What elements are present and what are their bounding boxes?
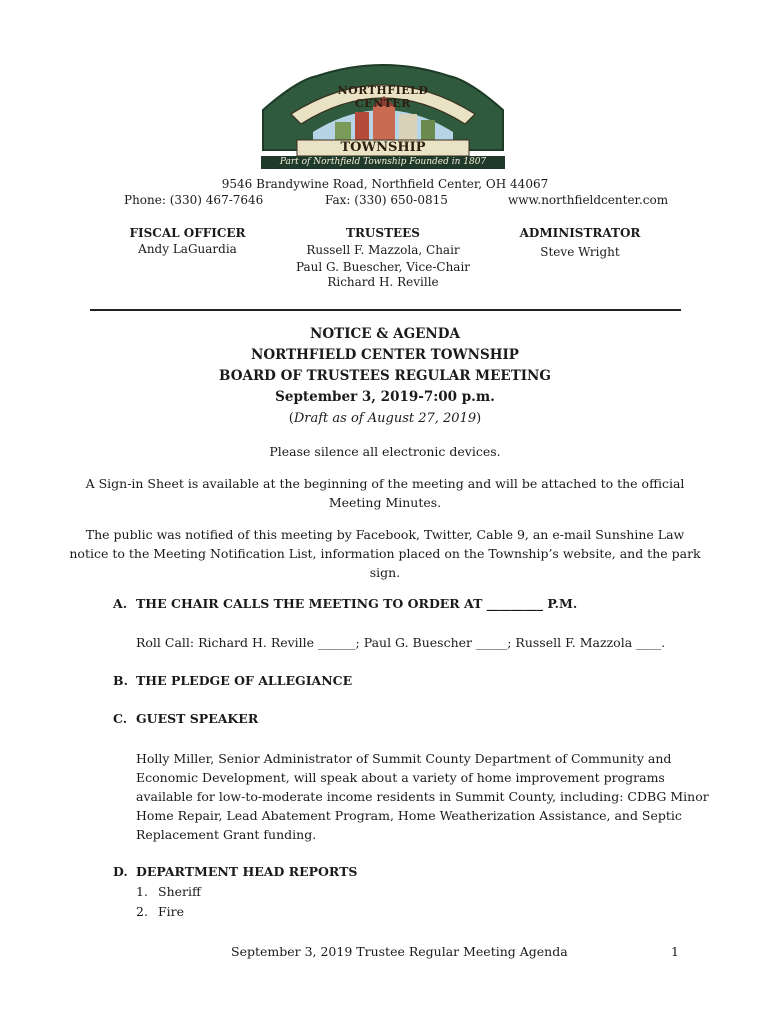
roll-call: Roll Call: Richard H. Reville ______; Paul G. Buescher _____; Russell F. Mazzola ____. (136, 635, 666, 650)
fiscal-officer-heading: FISCAL OFFICER (129, 226, 246, 240)
township-title: NORTHFIELD CENTER TOWNSHIP (251, 347, 519, 363)
draft-note-text: Draft as of August 27, 2019 (293, 411, 477, 426)
public-notice-line: The public was notified of this meeting by Facebook, Twitter, Cable 9, an e-mail Sunshine Law (85, 527, 685, 542)
guest-speaker-line: Economic Development, will speak about a variety of home improvement programs (136, 770, 665, 785)
signin-notice-line: Meeting Minutes. (328, 495, 442, 510)
section-d-title: DEPARTMENT HEAD REPORTS (136, 864, 358, 879)
fax: Fax: (330) 650-0815 (325, 193, 448, 207)
guest-speaker-line: available for low-to-moderate income residents in Summit County, including: CDBG Minor (136, 789, 709, 804)
meeting-title: BOARD OF TRUSTEES REGULAR MEETING (219, 368, 551, 384)
trustee-name: Richard H. Reville (327, 275, 439, 289)
logo-township-text: TOWNSHIP (340, 140, 426, 155)
list-item-number: 2. (136, 904, 148, 919)
header-divider (90, 309, 681, 311)
list-item: Fire (158, 904, 185, 919)
trustee-name: Russell F. Mazzola, Chair (306, 243, 460, 257)
section-letter: B. (113, 673, 128, 688)
section-letter: A. (113, 596, 128, 611)
township-logo (257, 62, 509, 170)
section-letter: D. (113, 864, 128, 879)
notice-title: NOTICE & AGENDA (310, 326, 460, 342)
website-link[interactable]: www.northfieldcenter.com (508, 193, 669, 207)
section-a-title: THE CHAIR CALLS THE MEETING TO ORDER AT _________ P.M. (136, 596, 578, 611)
section-c-title: GUEST SPEAKER (136, 711, 259, 726)
public-notice-line: sign. (369, 565, 401, 580)
phone: Phone: (330) 467-7646 (124, 193, 264, 207)
guest-speaker-line: Replacement Grant funding. (136, 827, 317, 842)
footer-text: September 3, 2019 Trustee Regular Meeting Agenda (231, 944, 568, 959)
trustee-name: Paul G. Buescher, Vice-Chair (295, 260, 471, 274)
draft-note (0, 408, 770, 429)
trustees-heading: TRUSTEES (346, 226, 420, 240)
fiscal-officer-name: Andy LaGuardia (138, 242, 237, 256)
administrator-name: Steve Wright (540, 245, 620, 259)
draft-note-open: ( (288, 411, 294, 426)
meeting-date: September 3, 2019-7:00 p.m. (275, 389, 495, 405)
logo-tagline: Part of Northfield Township Founded in 1807 (279, 157, 487, 167)
logo-arch-text: NORTHFIELD CENTER (337, 84, 429, 110)
list-item: Sheriff (158, 884, 201, 899)
draft-note-close: ) (476, 411, 482, 426)
section-b-title: THE PLEDGE OF ALLEGIANCE (136, 673, 353, 688)
guest-speaker-line: Home Repair, Lead Abatement Program, Home Weatherization Assistance, and Septic (136, 808, 682, 823)
administrator-heading: ADMINISTRATOR (519, 226, 641, 240)
guest-speaker-line: Holly Miller, Senior Administrator of Summit County Department of Community and (136, 751, 672, 766)
signin-notice-line: A Sign-in Sheet is available at the beginning of the meeting and will be attached to the official (85, 476, 685, 491)
public-notice-line: notice to the Meeting Notification List, information placed on the Township’s website, and the park (69, 546, 701, 561)
section-letter: C. (113, 711, 128, 726)
page-number: 1 (671, 944, 679, 959)
address: 9546 Brandywine Road, Northfield Center, OH 44067 (221, 177, 549, 191)
list-item-number: 1. (136, 884, 148, 899)
silence-notice: Please silence all electronic devices. (269, 444, 501, 459)
